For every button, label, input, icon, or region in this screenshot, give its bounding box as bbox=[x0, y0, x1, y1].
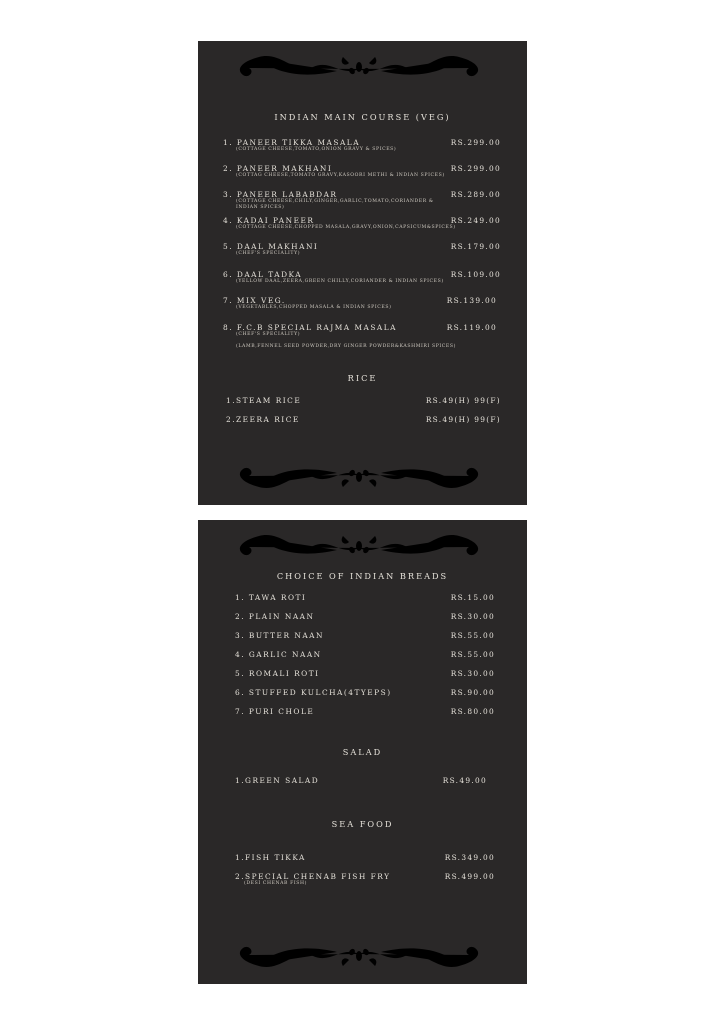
bottom-ornament-icon bbox=[231, 461, 487, 497]
section-title-main-course: INDIAN MAIN COURSE (VEG) bbox=[274, 112, 451, 122]
menu-item-price: RS.139.00 bbox=[446, 296, 497, 305]
menu-item-name: 7. PURI CHOLE bbox=[235, 707, 315, 716]
menu-item-name: 2.SPECIAL CHENAB FISH FRY bbox=[235, 872, 391, 881]
menu-item-price: RS.299.00 bbox=[450, 138, 501, 147]
menu-item-price: RS.55.00 bbox=[450, 650, 495, 659]
menu-item-name: 1.GREEN SALAD bbox=[235, 776, 320, 785]
menu-item-name: 4. GARLIC NAAN bbox=[235, 650, 322, 659]
section-title-salad: SALAD bbox=[342, 747, 383, 757]
menu-item-price: RS.80.00 bbox=[450, 707, 495, 716]
menu-item-name: 6. DAAL TADKA bbox=[223, 270, 303, 279]
menu-item-name: 1. TAWA ROTI bbox=[235, 593, 307, 602]
menu-item-description: (DESI CHENAB FISH) bbox=[244, 881, 308, 886]
menu-item-description: (COTTAGE CHEESE,CHOPPED MASALA,GRAVY,ONION,CAPSICUM&SPICES) bbox=[236, 225, 456, 230]
menu-item-note: (LAMB,FENNEL SEED POWDER,DRY GINGER POWDER&KASHMIRI SPICES) bbox=[236, 344, 457, 349]
menu-item-price: RS.30.00 bbox=[450, 612, 495, 621]
menu-item-price: RS.249.00 bbox=[450, 216, 501, 225]
menu-item-name: 8. F.C.B SPECIAL RAJMA MASALA bbox=[223, 323, 398, 332]
menu-item-price: RS.49.00 bbox=[442, 776, 487, 785]
menu-item-name: 1. PANEER TIKKA MASALA bbox=[223, 138, 361, 147]
top-ornament-icon bbox=[231, 526, 487, 562]
menu-item-price: RS.179.00 bbox=[450, 242, 501, 251]
menu-item-price: RS.15.00 bbox=[450, 593, 495, 602]
menu-item-price: RS.299.00 bbox=[450, 164, 501, 173]
menu-item-description: (CHEF'S SPECIALITY) bbox=[236, 332, 301, 337]
menu-item-description: (CHEF'S SPECIALITY) bbox=[236, 251, 301, 256]
menu-page-2 bbox=[198, 520, 527, 984]
menu-item-price: RS.499.00 bbox=[444, 872, 495, 881]
section-title-sea-food: SEA FOOD bbox=[331, 819, 394, 829]
menu-item-description: (YELLOW DAAL,ZEERA,GREEN CHILLY,CORIANDER & INDIAN SPICES) bbox=[236, 279, 444, 284]
top-ornament-icon bbox=[231, 47, 487, 83]
section-title-rice: RICE bbox=[347, 373, 378, 383]
menu-item-price: RS.109.00 bbox=[450, 270, 501, 279]
menu-item-price: RS.49(H) 99(F) bbox=[425, 415, 501, 424]
bottom-ornament-icon bbox=[231, 940, 487, 976]
menu-item-name: 5. ROMALI ROTI bbox=[235, 669, 320, 678]
menu-item-price: RS.119.00 bbox=[446, 323, 497, 332]
menu-item-price: RS.30.00 bbox=[450, 669, 495, 678]
menu-item-description: (COTTAGE CHEESE,TOMATO,ONION GRAVY & SPICES) bbox=[236, 147, 397, 152]
menu-item-description: (COTTAG CHEESE,TOMATO GRAVY,KASOORI METHI & INDIAN SPICES) bbox=[236, 173, 445, 178]
menu-item-price: RS.90.00 bbox=[450, 688, 495, 697]
menu-item-name: 3. PANEER LABABDAR bbox=[223, 190, 338, 199]
menu-item-price: RS.349.00 bbox=[444, 853, 495, 862]
menu-item-description: INDIAN SPICES) bbox=[236, 205, 285, 210]
menu-item-description: (COTTAGE CHEESE,CHILY,GINGER,GARLIC,TOMATO,CORIANDER & bbox=[236, 199, 434, 204]
menu-item-name: 3. BUTTER NAAN bbox=[235, 631, 324, 640]
menu-item-name: 5. DAAL MAKHANI bbox=[223, 242, 319, 251]
menu-item-name: 4. KADAI PANEER bbox=[223, 216, 315, 225]
menu-item-name: 2. PLAIN NAAN bbox=[235, 612, 315, 621]
menu-item-name: 6. STUFFED KULCHA(4TYEPS) bbox=[235, 688, 392, 697]
menu-item-name: 7. MIX VEG. bbox=[223, 296, 286, 305]
menu-item-name: 2.ZEERA RICE bbox=[226, 415, 300, 424]
menu-item-price: RS.55.00 bbox=[450, 631, 495, 640]
menu-item-description: (VEGETABLES,CHOPPED MASALA & INDIAN SPICES) bbox=[236, 305, 392, 310]
menu-item-name: 1.STEAM RICE bbox=[226, 396, 302, 405]
section-title-breads: CHOICE OF INDIAN BREADS bbox=[276, 571, 449, 581]
menu-page-1 bbox=[198, 41, 527, 505]
menu-item-price: RS.289.00 bbox=[450, 190, 501, 199]
menu-item-name: 2. PANEER MAKHANI bbox=[223, 164, 333, 173]
menu-item-price: RS.49(H) 99(F) bbox=[425, 396, 501, 405]
menu-item-name: 1.FISH TIKKA bbox=[235, 853, 306, 862]
